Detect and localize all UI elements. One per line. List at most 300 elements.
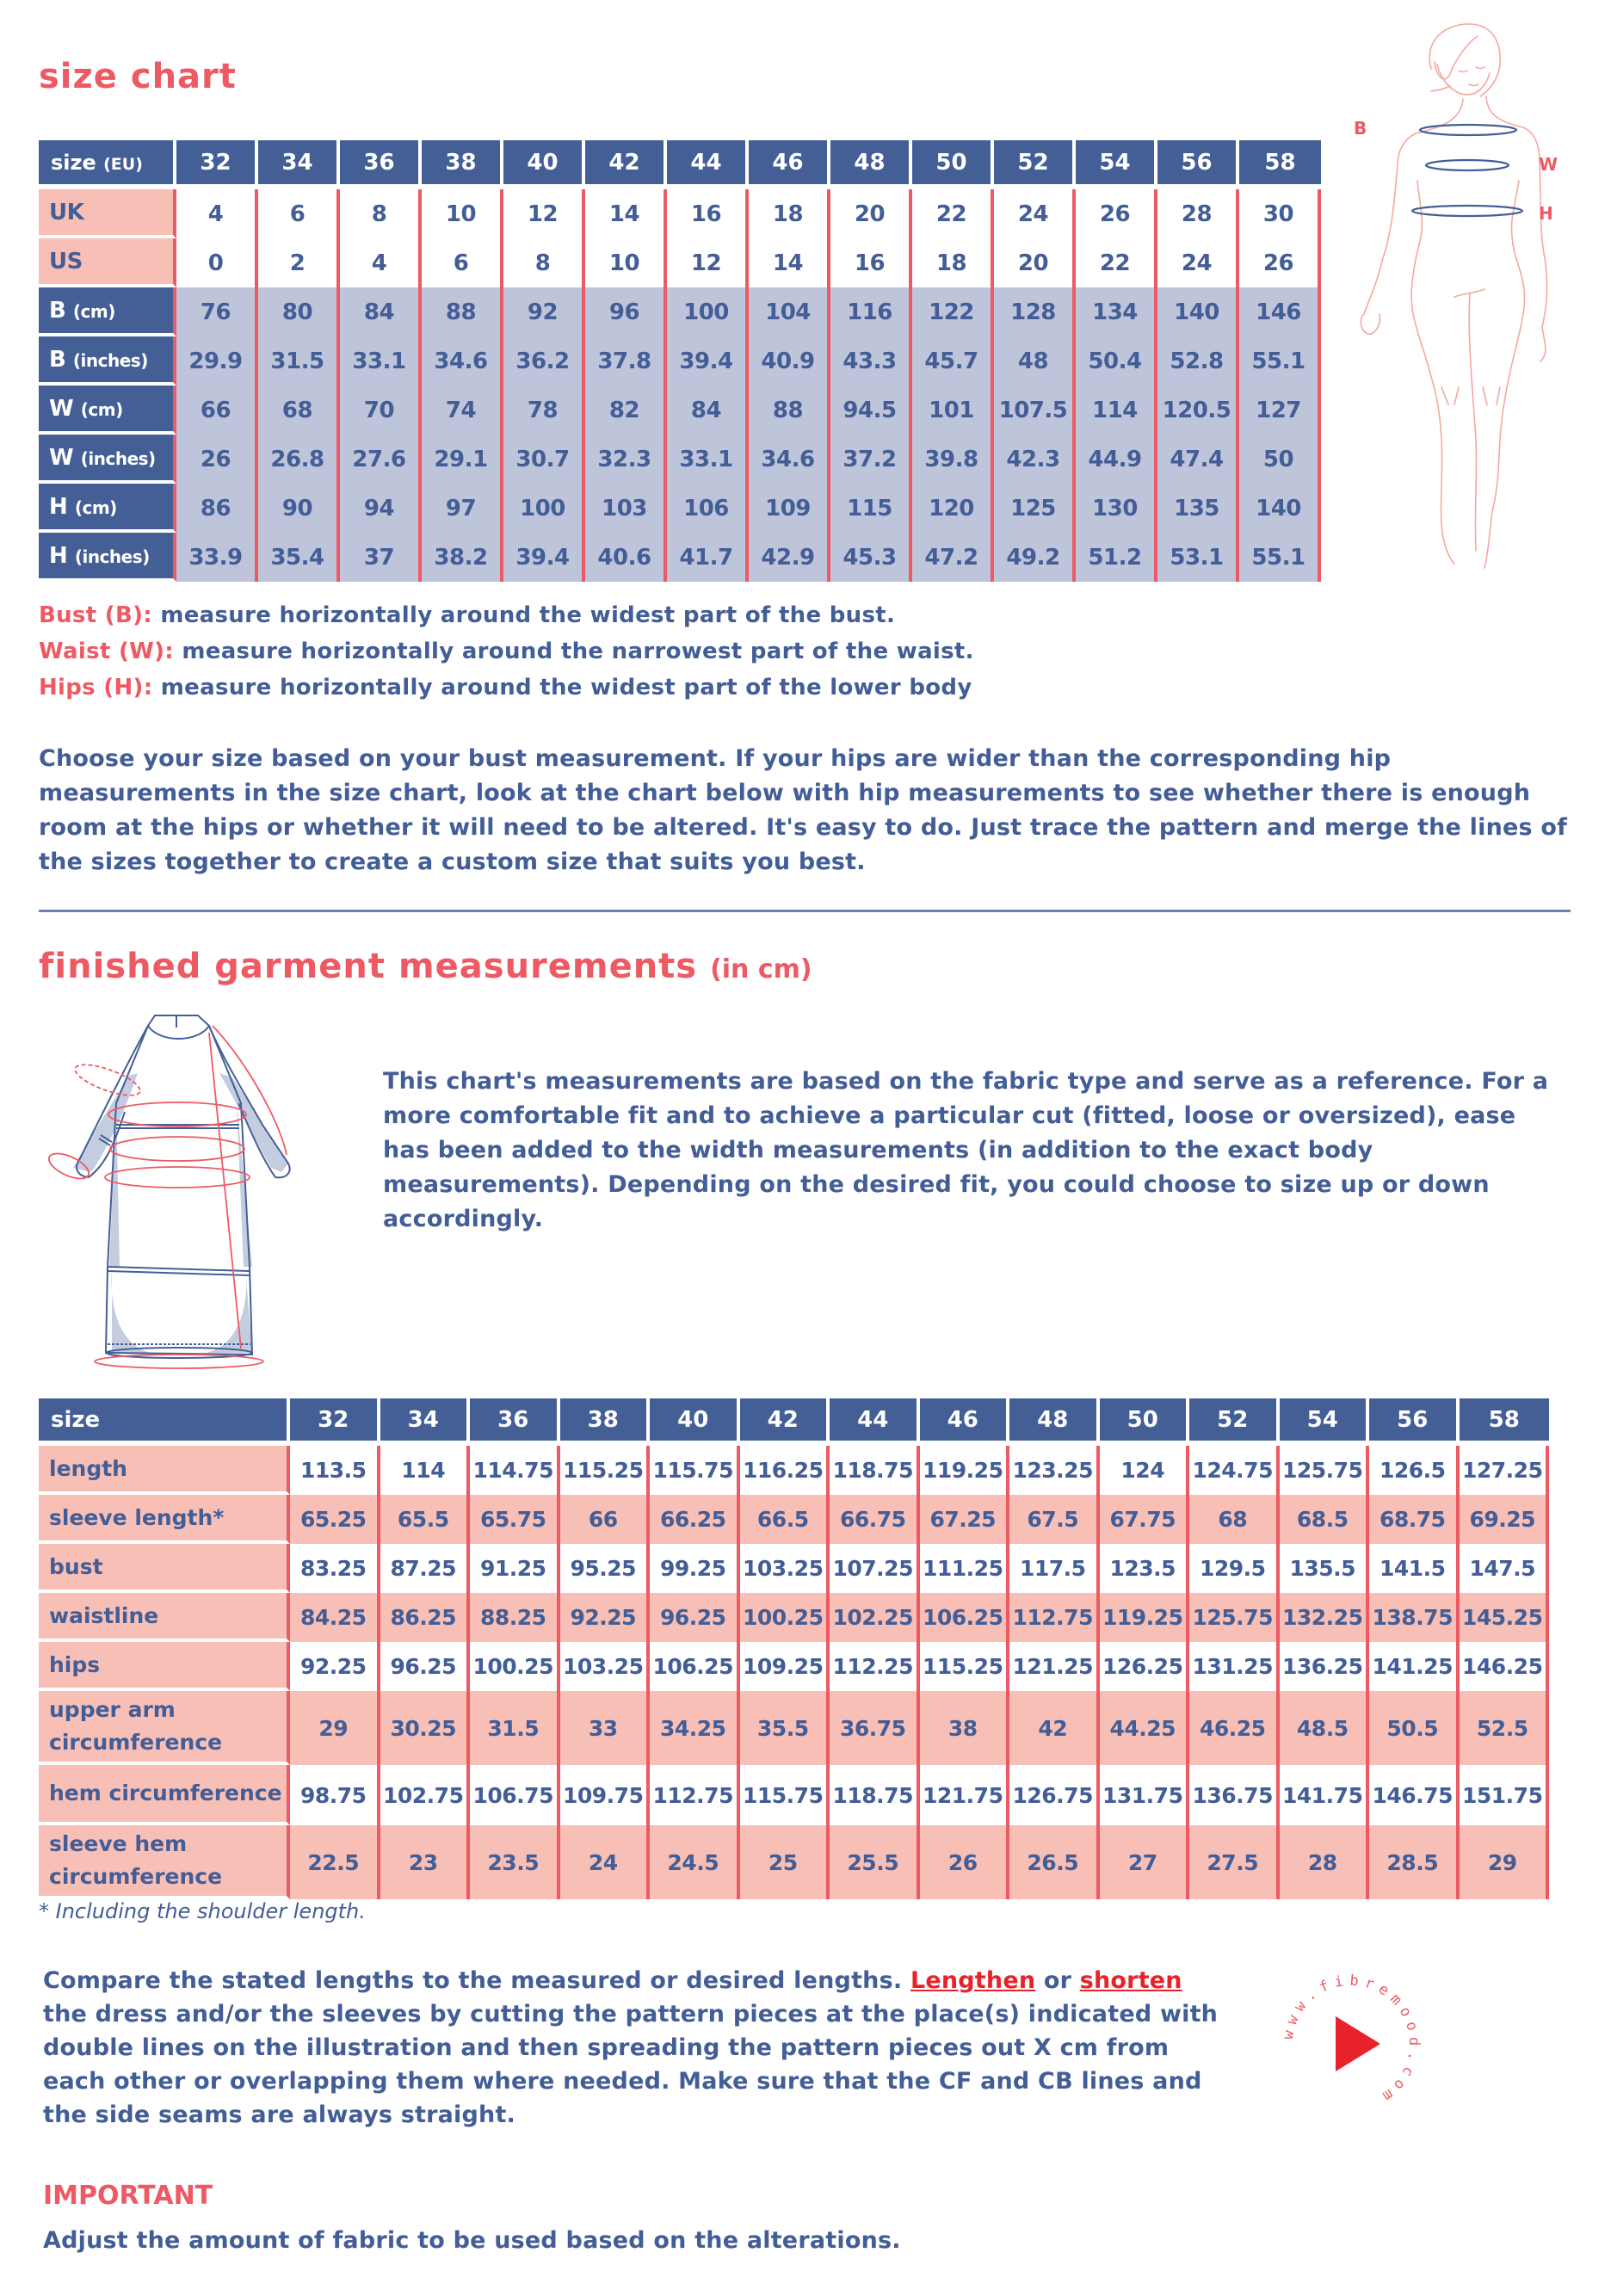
row-label: upper arm circumference — [39, 1691, 290, 1765]
garment-row — [39, 1593, 1549, 1642]
table-cell: 2 — [258, 238, 340, 287]
table-cell: 66 — [560, 1495, 651, 1544]
row-unit-text: (inches) — [72, 349, 148, 371]
table-cell: 94 — [340, 484, 422, 533]
legend-hips-key: Hips (H): — [39, 675, 153, 701]
row-label — [39, 336, 176, 386]
table-cell: 28 — [1157, 189, 1239, 238]
table-cell: 53.1 — [1157, 533, 1239, 582]
table-cell: 86 — [176, 484, 258, 533]
table-cell: 27.6 — [340, 435, 422, 484]
size-chart-row — [39, 189, 1321, 238]
table-cell: 109.75 — [560, 1765, 651, 1825]
table-cell: 141.5 — [1369, 1544, 1460, 1593]
row-unit-text: (inches) — [74, 546, 150, 567]
table-cell: 145.25 — [1460, 1593, 1550, 1642]
table-cell: 102.75 — [380, 1765, 471, 1825]
table-cell: 76 — [176, 287, 258, 336]
table-cell: 117.5 — [1009, 1544, 1100, 1593]
hips-marker-label: H — [1539, 203, 1553, 224]
table-cell: 35.4 — [258, 533, 340, 582]
table-cell: 34.6 — [422, 336, 503, 386]
table-cell: 29 — [290, 1691, 380, 1765]
table-cell: 136.75 — [1189, 1765, 1280, 1825]
table-cell: 146.75 — [1369, 1765, 1460, 1825]
table-cell: 68.75 — [1369, 1495, 1460, 1544]
section-divider — [39, 910, 1571, 912]
table-cell: 129.5 — [1189, 1544, 1280, 1593]
table-cell: 24 — [994, 189, 1076, 238]
table-cell: 94.5 — [830, 386, 912, 435]
table-cell: 109.25 — [740, 1642, 830, 1691]
body-outline-illustration — [1330, 9, 1605, 585]
table-cell: 100 — [667, 287, 749, 336]
logo-url-text: www.fibremood.com — [1279, 1972, 1423, 2108]
row-label — [39, 533, 176, 582]
size-chart-row — [39, 533, 1321, 582]
important-heading: IMPORTANT — [43, 2181, 213, 2211]
row-label: hips — [39, 1642, 290, 1691]
table-cell: 24 — [560, 1825, 651, 1899]
table-cell: 114.75 — [470, 1446, 560, 1495]
table-cell: 33.9 — [176, 533, 258, 582]
table-cell: 41.7 — [667, 533, 749, 582]
size-column-header: 56 — [1157, 140, 1239, 189]
size-column-header: 50 — [1100, 1398, 1190, 1446]
size-column-header: 52 — [1189, 1398, 1280, 1446]
table-cell: 96.25 — [380, 1642, 471, 1691]
row-label-text: H — [49, 542, 68, 569]
table-cell: 23.5 — [470, 1825, 560, 1899]
table-cell: 46.25 — [1189, 1691, 1280, 1765]
garment-measurements-table — [39, 1398, 1549, 1899]
table-cell: 103 — [585, 484, 667, 533]
table-cell: 102.25 — [830, 1593, 920, 1642]
row-label — [39, 287, 176, 336]
table-cell: 116.25 — [740, 1446, 830, 1495]
table-cell: 136.25 — [1280, 1642, 1370, 1691]
row-label — [39, 435, 176, 484]
waist-marker-label: W — [1539, 154, 1559, 175]
row-unit-text: (inches) — [80, 447, 156, 469]
table-cell: 98.75 — [290, 1765, 380, 1825]
table-cell: 106.75 — [470, 1765, 560, 1825]
table-cell: 22 — [912, 189, 994, 238]
table-cell: 116 — [830, 287, 912, 336]
row-label-text: W — [49, 395, 74, 422]
table-cell: 33.1 — [340, 336, 422, 386]
table-cell: 100.25 — [740, 1593, 830, 1642]
table-cell: 131.25 — [1189, 1642, 1280, 1691]
garment-row — [39, 1765, 1549, 1825]
table-cell: 31.5 — [470, 1691, 560, 1765]
row-label-text: UK — [49, 199, 84, 225]
table-cell: 26.8 — [258, 435, 340, 484]
table-cell: 40.6 — [585, 533, 667, 582]
size-column-header: 52 — [994, 140, 1076, 189]
table-cell: 45.7 — [912, 336, 994, 386]
table-cell: 95.25 — [560, 1544, 651, 1593]
table-cell: 20 — [994, 238, 1076, 287]
size-column-header: 32 — [290, 1398, 380, 1446]
size-column-header: 42 — [740, 1398, 830, 1446]
table-cell: 67.25 — [920, 1495, 1010, 1544]
table-cell: 29 — [1460, 1825, 1550, 1899]
table-cell: 106 — [667, 484, 749, 533]
table-cell: 114 — [1076, 386, 1157, 435]
size-column-header: 54 — [1076, 140, 1157, 189]
garment-row — [39, 1691, 1549, 1765]
row-label — [39, 484, 176, 533]
shorten-link[interactable]: shorten — [1079, 1967, 1182, 1994]
table-cell: 69.25 — [1460, 1495, 1550, 1544]
row-label — [39, 238, 176, 287]
table-cell: 66.75 — [830, 1495, 920, 1544]
table-cell: 140 — [1239, 484, 1321, 533]
table-cell: 134 — [1076, 287, 1157, 336]
size-column-header: 36 — [470, 1398, 560, 1446]
table-cell: 34.6 — [749, 435, 830, 484]
table-cell: 120 — [912, 484, 994, 533]
row-unit-text: (cm) — [80, 398, 123, 420]
size-column-header: 42 — [585, 140, 667, 189]
table-cell: 44.9 — [1076, 435, 1157, 484]
table-cell: 88.25 — [470, 1593, 560, 1642]
table-cell: 26.5 — [1009, 1825, 1100, 1899]
size-chart-row — [39, 435, 1321, 484]
table-cell: 32.3 — [585, 435, 667, 484]
size-chart-row — [39, 386, 1321, 435]
row-label: sleeve hem circumference — [39, 1825, 290, 1899]
row-label-text: B — [49, 346, 66, 373]
table-cell: 82 — [585, 386, 667, 435]
table-cell: 141.25 — [1369, 1642, 1460, 1691]
table-cell: 22.5 — [290, 1825, 380, 1899]
size-column-header: 38 — [422, 140, 503, 189]
table-cell: 135.5 — [1280, 1544, 1370, 1593]
table-cell: 103.25 — [560, 1642, 651, 1691]
table-cell: 132.25 — [1280, 1593, 1370, 1642]
garment-description: This chart's measurements are based on the fabric type and serve as a reference. For a more comfortable fit and to achieve a particular cut (fitted, loose or oversized), ease has been added to the width measurements (in addition to the exact body measurements). Depending on the desired fit, you could choose to size up or down accordingly. — [383, 1068, 1549, 1232]
table-cell: 39.4 — [667, 336, 749, 386]
table-cell: 101 — [912, 386, 994, 435]
table-cell: 127.25 — [1460, 1446, 1550, 1495]
row-label-text: H — [49, 493, 68, 520]
table-cell: 120.5 — [1157, 386, 1239, 435]
table-cell: 44.25 — [1100, 1691, 1190, 1765]
table-cell: 80 — [258, 287, 340, 336]
table-cell: 39.8 — [912, 435, 994, 484]
row-unit-text: (cm) — [74, 497, 117, 518]
size-column-header: 44 — [667, 140, 749, 189]
row-label-text: W — [49, 444, 74, 471]
garment-header-row — [39, 1398, 1549, 1446]
table-cell: 52.8 — [1157, 336, 1239, 386]
garment-row — [39, 1446, 1549, 1495]
table-cell: 38 — [920, 1691, 1010, 1765]
table-cell: 10 — [422, 189, 503, 238]
table-cell: 147.5 — [1460, 1544, 1550, 1593]
size-chart-row — [39, 287, 1321, 336]
table-cell: 20 — [830, 189, 912, 238]
table-cell: 124 — [1100, 1446, 1190, 1495]
garment-row — [39, 1495, 1549, 1544]
table-cell: 127 — [1239, 386, 1321, 435]
alterations-text-2: or — [1035, 1967, 1080, 1994]
table-cell: 121.75 — [920, 1765, 1010, 1825]
table-cell: 96 — [585, 287, 667, 336]
size-column-header: 34 — [380, 1398, 471, 1446]
table-cell: 39.4 — [503, 533, 585, 582]
legend-bust — [39, 602, 895, 628]
row-label: hem circumference — [39, 1765, 290, 1825]
header-unit-text: (EU) — [103, 154, 143, 174]
table-cell: 37.2 — [830, 435, 912, 484]
table-cell: 30 — [1239, 189, 1321, 238]
table-cell: 29.1 — [422, 435, 503, 484]
table-cell: 84 — [340, 287, 422, 336]
size-chart-row — [39, 336, 1321, 386]
legend-bust-key: Bust (B): — [39, 602, 152, 628]
table-cell: 42.9 — [749, 533, 830, 582]
table-cell: 30.25 — [380, 1691, 471, 1765]
size-column-header: 36 — [340, 140, 422, 189]
logo-badge — [1265, 1958, 1437, 2130]
legend-waist-text: measure horizontally around the narrowest part of the waist. — [174, 639, 974, 664]
table-cell: 34.25 — [650, 1691, 740, 1765]
table-cell: 115.75 — [740, 1765, 830, 1825]
table-cell: 91.25 — [470, 1544, 560, 1593]
table-cell: 31.5 — [258, 336, 340, 386]
table-cell: 65.75 — [470, 1495, 560, 1544]
table-cell: 8 — [503, 238, 585, 287]
table-cell: 36.2 — [503, 336, 585, 386]
table-cell: 146.25 — [1460, 1642, 1550, 1691]
alterations-text-3: the dress and/or the sleeves by cutting the pattern pieces at the place(s) indicated with double lines on the illustration and then spreading the pattern pieces out X cm from each other or overlapping them where needed. Make sure that the CF and CB lines and the side seams are always straight. — [43, 2001, 1219, 2128]
table-cell: 25 — [740, 1825, 830, 1899]
table-cell: 106.25 — [920, 1593, 1010, 1642]
row-label — [39, 189, 176, 238]
table-cell: 0 — [176, 238, 258, 287]
table-cell: 16 — [667, 189, 749, 238]
table-cell: 24 — [1157, 238, 1239, 287]
table-cell: 12 — [503, 189, 585, 238]
garment-header-label: size — [39, 1398, 290, 1446]
table-cell: 25.5 — [830, 1825, 920, 1899]
table-cell: 10 — [585, 238, 667, 287]
row-label: waistline — [39, 1593, 290, 1642]
table-cell: 24.5 — [650, 1825, 740, 1899]
size-chart-row — [39, 238, 1321, 287]
table-cell: 28.5 — [1369, 1825, 1460, 1899]
body-measurement-figure — [1330, 9, 1605, 585]
table-cell: 115.75 — [650, 1446, 740, 1495]
table-cell: 126.75 — [1009, 1765, 1100, 1825]
table-cell: 151.75 — [1460, 1765, 1550, 1825]
table-cell: 36.75 — [830, 1691, 920, 1765]
table-cell: 84 — [667, 386, 749, 435]
table-cell: 107.25 — [830, 1544, 920, 1593]
garment-row — [39, 1825, 1549, 1899]
table-cell: 88 — [749, 386, 830, 435]
garment-title-unit: (in cm) — [710, 954, 812, 984]
bust-marker-label: B — [1354, 118, 1367, 139]
alterations-text-1: Compare the stated lengths to the measured or desired lengths. — [43, 1967, 910, 1994]
table-cell: 68 — [258, 386, 340, 435]
table-cell: 47.2 — [912, 533, 994, 582]
table-cell: 128 — [994, 287, 1076, 336]
table-cell: 4 — [340, 238, 422, 287]
table-cell: 112.75 — [650, 1765, 740, 1825]
table-cell: 92.25 — [290, 1642, 380, 1691]
size-column-header: 48 — [1009, 1398, 1100, 1446]
important-text: Adjust the amount of fabric to be used based on the alterations. — [43, 2227, 901, 2254]
size-column-header: 48 — [830, 140, 912, 189]
dress-illustration — [30, 1009, 323, 1370]
table-cell: 48.5 — [1280, 1691, 1370, 1765]
table-cell: 65.5 — [380, 1495, 471, 1544]
table-cell: 114 — [380, 1446, 471, 1495]
table-cell: 28 — [1280, 1825, 1370, 1899]
table-cell: 12 — [667, 238, 749, 287]
table-cell: 78 — [503, 386, 585, 435]
table-cell: 111.25 — [920, 1544, 1010, 1593]
table-cell: 92 — [503, 287, 585, 336]
garment-title-text: finished garment measurements — [39, 947, 698, 986]
size-column-header: 46 — [749, 140, 830, 189]
size-column-header: 56 — [1369, 1398, 1460, 1446]
table-cell: 49.2 — [994, 533, 1076, 582]
table-cell: 42.3 — [994, 435, 1076, 484]
size-chart-table — [39, 140, 1321, 582]
table-cell: 115 — [830, 484, 912, 533]
table-cell: 37 — [340, 533, 422, 582]
garment-measurements-title — [39, 947, 812, 986]
table-cell: 141.75 — [1280, 1765, 1370, 1825]
garment-row — [39, 1642, 1549, 1691]
table-cell: 121.25 — [1009, 1642, 1100, 1691]
table-cell: 86.25 — [380, 1593, 471, 1642]
table-cell: 115.25 — [560, 1446, 651, 1495]
table-cell: 33.1 — [667, 435, 749, 484]
table-cell: 18 — [749, 189, 830, 238]
size-column-header: 54 — [1280, 1398, 1370, 1446]
table-cell: 27.5 — [1189, 1825, 1280, 1899]
table-cell: 55.1 — [1239, 336, 1321, 386]
table-cell: 113.5 — [290, 1446, 380, 1495]
table-cell: 30.7 — [503, 435, 585, 484]
table-cell: 87.25 — [380, 1544, 471, 1593]
row-label-text: US — [49, 248, 83, 275]
size-column-header: 32 — [176, 140, 258, 189]
legend-waist-key: Waist (W): — [39, 639, 175, 664]
table-cell: 27 — [1100, 1825, 1190, 1899]
table-cell: 26 — [1076, 189, 1157, 238]
table-cell: 38.2 — [422, 533, 503, 582]
table-cell: 43.3 — [830, 336, 912, 386]
table-cell: 96.25 — [650, 1593, 740, 1642]
row-unit-text: (cm) — [72, 300, 115, 322]
table-cell: 42 — [1009, 1691, 1100, 1765]
table-cell: 97 — [422, 484, 503, 533]
table-cell: 112.75 — [1009, 1593, 1100, 1642]
table-cell: 118.75 — [830, 1765, 920, 1825]
table-cell: 33 — [560, 1691, 651, 1765]
footnote: * Including the shoulder length. — [39, 1899, 366, 1923]
size-chart-header-label — [39, 140, 176, 189]
table-cell: 22 — [1076, 238, 1157, 287]
table-cell: 40.9 — [749, 336, 830, 386]
size-column-header: 40 — [650, 1398, 740, 1446]
size-column-header: 50 — [912, 140, 994, 189]
size-chart-title: size chart — [39, 57, 237, 96]
table-cell: 126.25 — [1100, 1642, 1190, 1691]
size-chart-header-row — [39, 140, 1321, 189]
table-cell: 47.4 — [1157, 435, 1239, 484]
table-cell: 70 — [340, 386, 422, 435]
table-cell: 119.25 — [1100, 1593, 1190, 1642]
size-advice-paragraph: Choose your size based on your bust measurement. If your hips are wider than the corresponding hip measurements in the size chart, look at the chart below with hip measurements to see whether there is enough room at the hips or whether it will need to be altered. It's easy to do. Just trace the pattern and merge the lines of the sizes together to create a custom size that suits you best. — [39, 745, 1568, 875]
table-cell: 45.3 — [830, 533, 912, 582]
table-cell: 88 — [422, 287, 503, 336]
table-cell: 109 — [749, 484, 830, 533]
size-column-header: 44 — [830, 1398, 920, 1446]
legend-hips — [39, 675, 972, 701]
table-cell: 99.25 — [650, 1544, 740, 1593]
table-cell: 65.25 — [290, 1495, 380, 1544]
alterations-paragraph — [43, 1964, 1231, 2132]
table-cell: 18 — [912, 238, 994, 287]
table-cell: 130 — [1076, 484, 1157, 533]
table-cell: 146 — [1239, 287, 1321, 336]
play-icon — [1336, 2016, 1380, 2071]
size-column-header: 34 — [258, 140, 340, 189]
table-cell: 119.25 — [920, 1446, 1010, 1495]
table-cell: 6 — [422, 238, 503, 287]
table-cell: 83.25 — [290, 1544, 380, 1593]
table-cell: 26 — [176, 435, 258, 484]
table-cell: 37.8 — [585, 336, 667, 386]
table-cell: 67.75 — [1100, 1495, 1190, 1544]
table-cell: 125.75 — [1280, 1446, 1370, 1495]
size-column-header: 58 — [1239, 140, 1321, 189]
table-cell: 48 — [994, 336, 1076, 386]
table-cell: 66.5 — [740, 1495, 830, 1544]
fibremood-logo[interactable] — [1265, 1958, 1437, 2130]
table-cell: 124.75 — [1189, 1446, 1280, 1495]
legend-waist — [39, 639, 974, 664]
table-cell: 26 — [920, 1825, 1010, 1899]
table-cell: 125 — [994, 484, 1076, 533]
table-cell: 122 — [912, 287, 994, 336]
table-cell: 50.5 — [1369, 1691, 1460, 1765]
lengthen-link[interactable]: Lengthen — [910, 1967, 1036, 1994]
table-cell: 50 — [1239, 435, 1321, 484]
table-cell: 103.25 — [740, 1544, 830, 1593]
header-label-text: size — [51, 150, 96, 175]
table-cell: 8 — [340, 189, 422, 238]
table-cell: 138.75 — [1369, 1593, 1460, 1642]
table-cell: 29.9 — [176, 336, 258, 386]
table-cell: 118.75 — [830, 1446, 920, 1495]
size-column-header: 38 — [560, 1398, 651, 1446]
table-cell: 123.25 — [1009, 1446, 1100, 1495]
table-cell: 90 — [258, 484, 340, 533]
table-cell: 112.25 — [830, 1642, 920, 1691]
table-cell: 106.25 — [650, 1642, 740, 1691]
row-label: bust — [39, 1544, 290, 1593]
legend-hips-text: measure horizontally around the widest part of the lower body — [152, 675, 972, 701]
